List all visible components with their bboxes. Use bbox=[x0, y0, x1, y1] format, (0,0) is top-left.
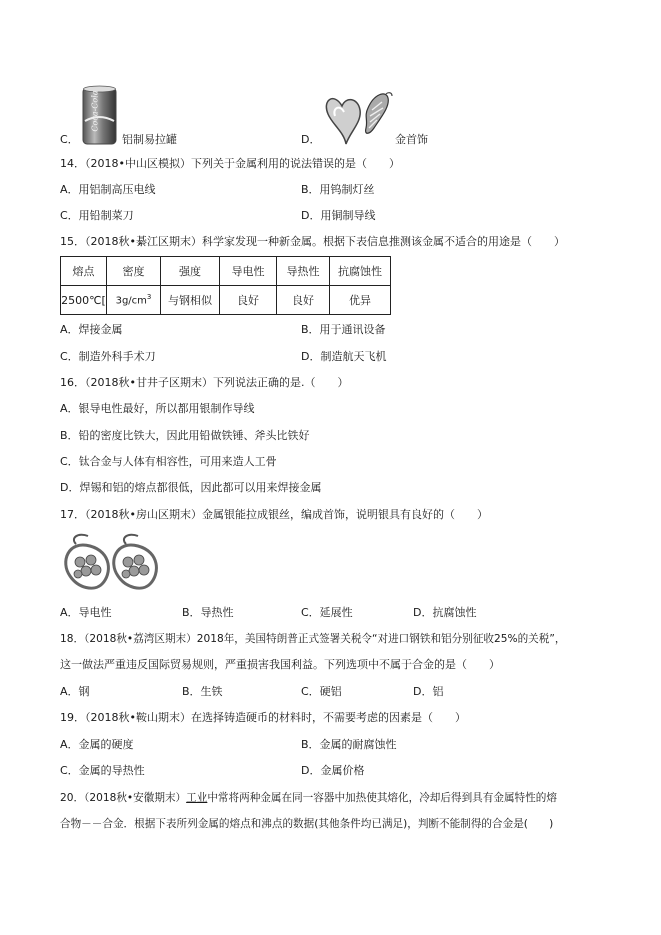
q19-option-c: C．金属的导热性 bbox=[60, 764, 145, 777]
q13-option-c-text: 铝制易拉罐 bbox=[122, 133, 177, 146]
table-cell-corrosion: 优异 bbox=[330, 286, 391, 315]
table-cell-conductivity: 良好 bbox=[220, 286, 277, 315]
q18-option-c: C．硬铝 bbox=[301, 685, 342, 698]
q16-stem: 16．（2018秋•甘井子区期末）下列说法正确的是.（ ） bbox=[60, 376, 349, 389]
q17-option-c: C．延展性 bbox=[301, 606, 353, 619]
silver-earrings-picture bbox=[60, 532, 166, 596]
table-header-row bbox=[61, 257, 391, 286]
q17-option-a: A．导电性 bbox=[60, 606, 112, 619]
q14-stem: 14．（2018•中山区模拟）下列关于金属利用的说法错误的是（ ） bbox=[60, 157, 400, 170]
q13-option-d-letter: D． bbox=[301, 133, 321, 146]
q14-option-b: B．用钨制灯丝 bbox=[301, 183, 375, 196]
table-header-cell: 导热性 bbox=[277, 257, 330, 286]
q16-option-b: B．铅的密度比铁大，因此用铅做铁锤、斧头比铁好 bbox=[60, 429, 310, 442]
q15-option-a: A．焊接金属 bbox=[60, 323, 123, 336]
table-header-cell: 密度 bbox=[107, 257, 161, 286]
can-picture bbox=[80, 83, 120, 148]
table-header-cell: 强度 bbox=[161, 257, 220, 286]
q20-stem-rest: 中常将两种金属在同一容器中加热使其熔化，冷却后得到具有金属特性的熔 bbox=[207, 792, 557, 804]
q19-option-a: A．金属的硬度 bbox=[60, 738, 134, 751]
q16-option-a: A．银导电性最好，所以都用银制作导线 bbox=[60, 402, 255, 415]
q18-option-b: B．生铁 bbox=[182, 685, 223, 698]
q17-stem: 17．（2018秋•房山区期末）金属银能拉成银丝，编成首饰，说明银具有良好的（ ） bbox=[60, 508, 488, 521]
q15-option-d: D．制造航天飞机 bbox=[301, 350, 387, 363]
table-header-cell: 导电性 bbox=[220, 257, 277, 286]
q19-stem: 19．（2018秋•鞍山期末）在选择铸造硬币的材料时，不需要考虑的因素是（ ） bbox=[60, 711, 466, 724]
q15-stem: 15．（2018秋•綦江区期末）科学家发现一种新金属。根据下表信息推测该金属不适合的用途是（ ） bbox=[60, 235, 565, 248]
q15-option-b: B．用于通讯设备 bbox=[301, 323, 386, 336]
can-logo-text: Coca-Cola bbox=[90, 90, 100, 132]
q17-option-b: B．导热性 bbox=[182, 606, 234, 619]
jewelry-picture bbox=[322, 88, 394, 150]
q18-option-a: A．钢 bbox=[60, 685, 90, 698]
q18-stem-line2: 这一做法严重违反国际贸易规则，严重损害我国利益。下列选项中不属于合金的是（ ） bbox=[60, 658, 500, 671]
density-value: 3g/cm bbox=[115, 295, 147, 307]
q20-stem-prefix: 20．（2018秋•安徽期末） bbox=[60, 792, 187, 804]
q16-option-c: C．钛合金与人体有相容性，可用来造人工骨 bbox=[60, 455, 277, 468]
q20-stem-line2: 合物－－合金．根据下表所列金属的熔点和沸点的数据(其他条件均已满足)，判断不能制得的合金是( ) bbox=[60, 818, 554, 830]
q14-option-d: D．用铜制导线 bbox=[301, 209, 376, 222]
table-row bbox=[61, 286, 391, 315]
table-header-cell: 熔点 bbox=[61, 257, 107, 286]
table-cell-melting-point: 2500℃[ bbox=[61, 286, 107, 315]
q13-option-d-text: 金首饰 bbox=[395, 133, 428, 146]
q20-stem-underlined: 工业 bbox=[186, 792, 208, 804]
q19-option-b: B．金属的耐腐蚀性 bbox=[301, 738, 397, 751]
metal-properties-table bbox=[60, 256, 391, 315]
q18-option-d: D．铝 bbox=[413, 685, 444, 698]
q14-option-a: A．用铝制高压电线 bbox=[60, 183, 156, 196]
q17-option-d: D．抗腐蚀性 bbox=[413, 606, 477, 619]
q20-stem-line1 bbox=[60, 791, 557, 805]
q14-option-c: C．用铅制菜刀 bbox=[60, 209, 134, 222]
q18-stem-line1: 18．（2018秋•荔湾区期末）2018年，美国特朗普正式签署关税令“对进口钢铁和铝分别征收25%的关税”， bbox=[60, 633, 566, 645]
q19-option-d: D．金属价格 bbox=[301, 764, 365, 777]
q13-option-c-letter: C． bbox=[60, 133, 79, 146]
q16-option-d: D．焊锡和铝的熔点都很低，因此都可以用来焊接金属 bbox=[60, 481, 322, 494]
table-cell-density bbox=[107, 286, 161, 315]
table-header-cell: 抗腐蚀性 bbox=[330, 257, 391, 286]
density-exponent: 3 bbox=[146, 293, 152, 302]
table-cell-strength: 与钢相似 bbox=[161, 286, 220, 315]
q15-option-c: C．制造外科手术刀 bbox=[60, 350, 156, 363]
table-cell-thermal: 良好 bbox=[277, 286, 330, 315]
